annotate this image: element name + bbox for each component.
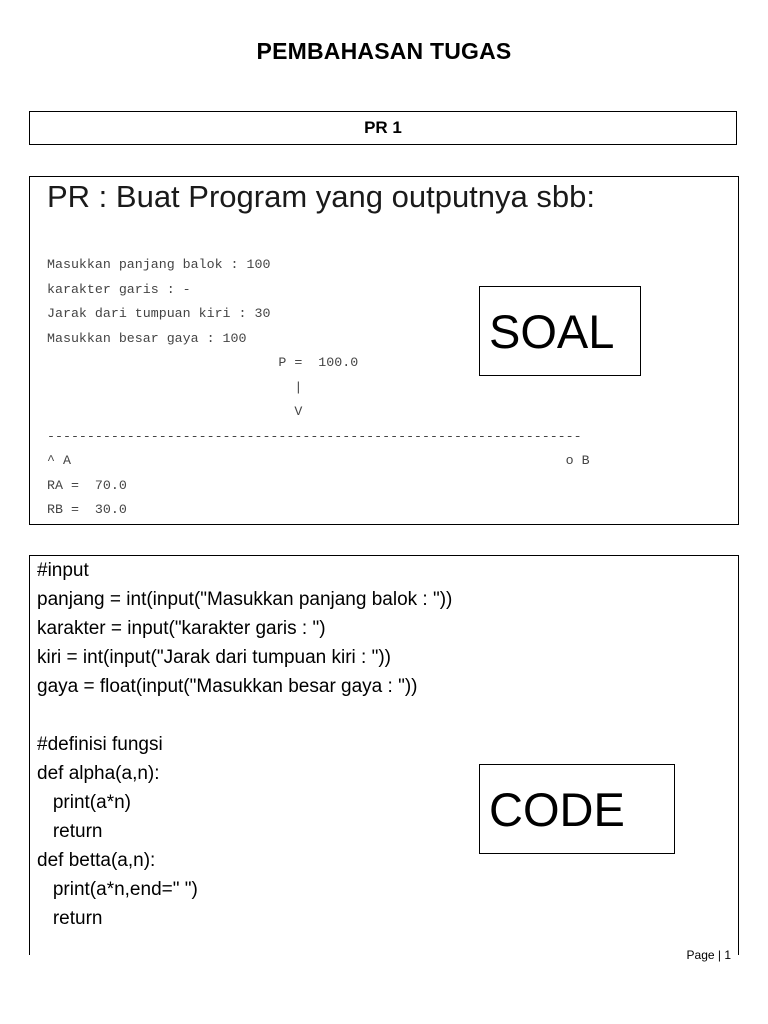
code-block: [29, 555, 739, 955]
code-line: print(a*n,end=" "): [37, 879, 198, 900]
soal-tag: SOAL: [479, 286, 641, 376]
console-line: RB = 30.0: [47, 502, 127, 517]
code-line: #input: [37, 560, 89, 581]
page-title: PEMBAHASAN TUGAS: [256, 38, 512, 64]
console-line: Masukkan panjang balok : 100: [47, 257, 271, 272]
console-line: ^ A o B: [47, 453, 590, 468]
code-line: return: [37, 908, 103, 929]
console-line: V: [47, 404, 303, 419]
code-line: karakter = input("karakter garis : "): [37, 618, 326, 639]
code-line: print(a*n): [37, 792, 131, 813]
console-line: Jarak dari tumpuan kiri : 30: [47, 306, 271, 321]
console-line: P = 100.0: [47, 355, 359, 370]
console-line: |: [47, 379, 303, 395]
code-line: gaya = float(input("Masukkan besar gaya : ")): [37, 676, 418, 697]
code-line: kiri = int(input("Jarak dari tumpuan kiri : ")): [37, 647, 392, 668]
code-line: def alpha(a,n):: [37, 763, 160, 784]
code-line: return: [37, 821, 103, 842]
section-label-pr1: PR 1: [29, 111, 737, 145]
console-line: -------------------------------------------------------------------: [47, 428, 582, 444]
soal-heading: PR : Buat Program yang outputnya sbb:: [47, 179, 595, 214]
code-line: #definisi fungsi: [37, 734, 163, 755]
console-line: Masukkan besar gaya : 100: [47, 330, 247, 346]
console-line: karakter garis : -: [47, 281, 191, 297]
code-line: def betta(a,n):: [37, 850, 156, 871]
code-tag: CODE: [479, 764, 675, 854]
code-listing: [37, 556, 452, 933]
page-number: Page | 1: [686, 948, 731, 962]
code-line: panjang = int(input("Masukkan panjang balok : ")): [37, 589, 453, 610]
console-line: RA = 70.0: [47, 477, 127, 493]
